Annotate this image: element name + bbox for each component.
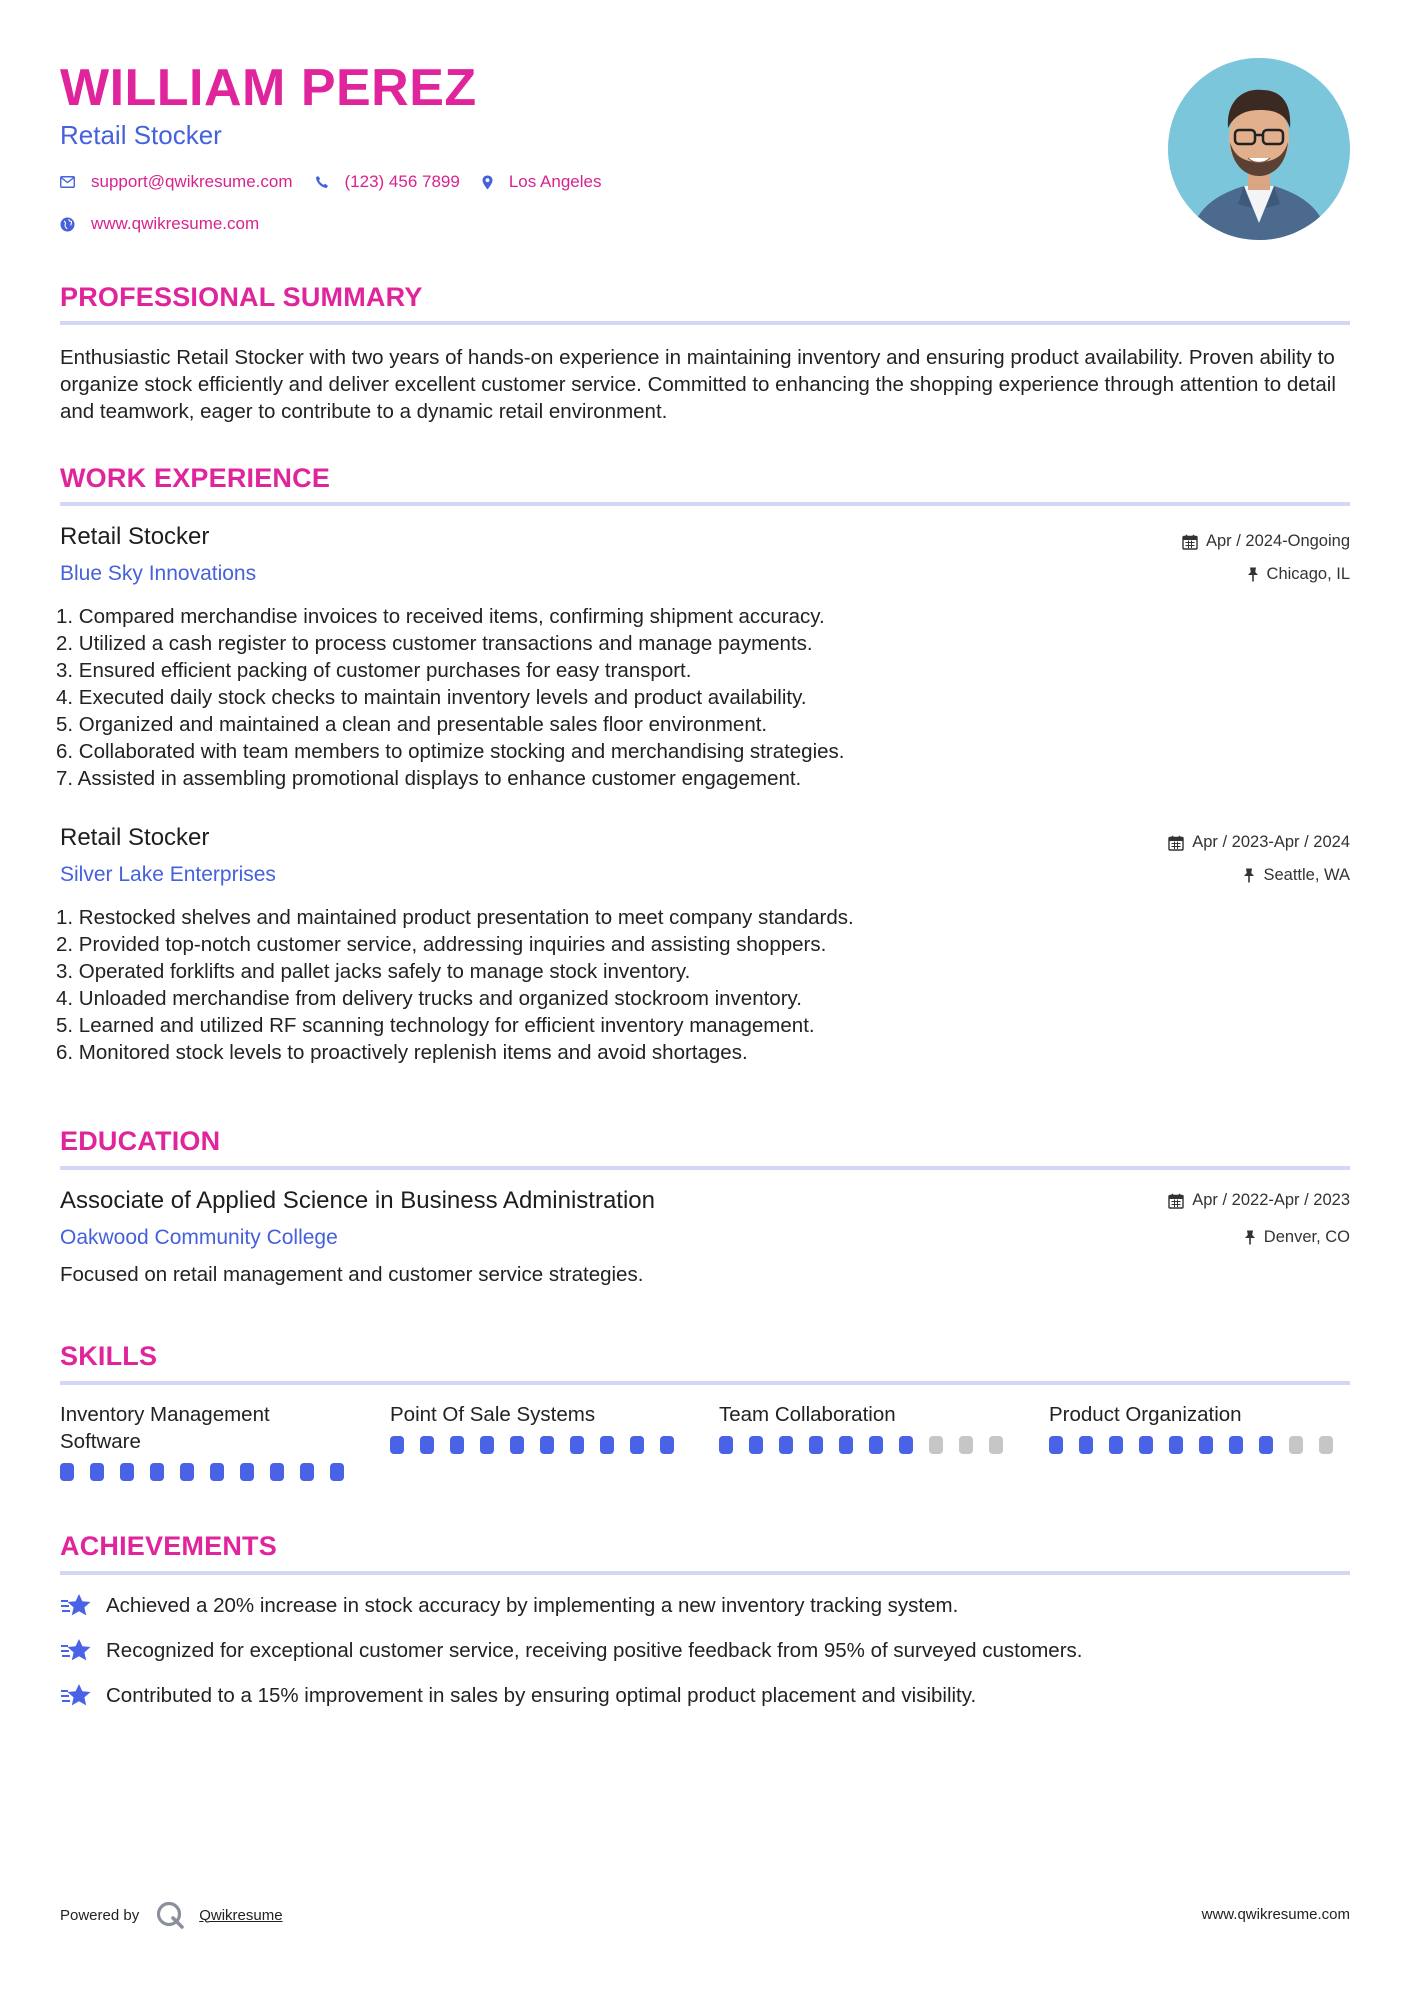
achievement-item — [60, 1683, 976, 1709]
job-company: Silver Lake Enterprises — [60, 863, 276, 886]
website-text: www.qwikresume.com — [91, 214, 260, 233]
experience-heading: WORK EXPERIENCE — [60, 463, 331, 493]
job-title: Retail Stocker — [60, 523, 210, 550]
education-degree: Associate of Applied Science in Business Administration — [60, 1187, 655, 1214]
pushpin-icon — [1244, 1230, 1256, 1245]
list-item: 5. Organized and maintained a clean and presentable sales floor environment. — [56, 713, 768, 736]
calendar-icon — [1168, 1193, 1184, 1209]
section-divider — [60, 1571, 1350, 1575]
job-dates — [1168, 833, 1350, 852]
skill-name: Point Of Sale Systems — [390, 1403, 596, 1426]
skill-dot-filled — [90, 1463, 104, 1481]
section-divider — [60, 1381, 1350, 1385]
skill-dot-filled — [270, 1463, 284, 1481]
summary-text: Enthusiastic Retail Stocker with two years of hands-on experience in maintaining inventory and ensuring product availability. Proven ability to organize stock efficiently and deliver excellent customer service. Committed to enhancing the shopping experience through attention to detail and teamwork, eager to contribute to a dynamic retail environment. — [60, 346, 1336, 423]
map-pin-icon — [482, 175, 493, 190]
skill-dot-filled — [1079, 1436, 1093, 1454]
skill-rating — [1049, 1436, 1349, 1454]
list-item: 4. Unloaded merchandise from delivery trucks and organized stockroom inventory. — [56, 987, 802, 1010]
contact-location — [482, 172, 602, 192]
skill-dot-filled — [300, 1463, 314, 1481]
phone-icon — [315, 175, 329, 189]
envelope-icon — [60, 176, 75, 188]
job-title: Retail Stocker — [60, 824, 210, 851]
skill-dot-filled — [390, 1436, 404, 1454]
contact-website[interactable] — [60, 214, 259, 234]
skill-dot-empty — [989, 1436, 1003, 1454]
skill-dot-filled — [719, 1436, 733, 1454]
summary-heading: PROFESSIONAL SUMMARY — [60, 282, 423, 312]
phone-text: (123) 456 7899 — [344, 172, 460, 191]
candidate-name: WILLIAM PEREZ — [60, 59, 477, 117]
job-location-text: Seattle, WA — [1263, 866, 1350, 884]
skill-dot-filled — [1199, 1436, 1213, 1454]
section-divider — [60, 1166, 1350, 1170]
education-dates — [1168, 1191, 1350, 1210]
skill-dot-filled — [1259, 1436, 1273, 1454]
list-item: 6. Collaborated with team members to optimize stocking and merchandising strategies. — [56, 740, 845, 763]
skill-item — [719, 1401, 1019, 1454]
list-item: 2. Utilized a cash register to process customer transactions and manage payments. — [56, 632, 813, 655]
star-badge-icon — [60, 1683, 94, 1709]
powered-by-label: Powered by — [60, 1906, 140, 1924]
skill-dot-filled — [210, 1463, 224, 1481]
skill-dot-filled — [180, 1463, 194, 1481]
calendar-icon — [1182, 534, 1198, 550]
skill-dot-filled — [120, 1463, 134, 1481]
skill-dot-filled — [150, 1463, 164, 1481]
candidate-title: Retail Stocker — [60, 120, 222, 150]
education-school: Oakwood Community College — [60, 1226, 338, 1249]
section-divider — [60, 502, 1350, 506]
skill-dot-filled — [240, 1463, 254, 1481]
achievement-text: Contributed to a 15% improvement in sales by ensuring optimal product placement and visibility. — [106, 1684, 977, 1707]
skill-dot-filled — [1139, 1436, 1153, 1454]
skill-item — [390, 1401, 690, 1454]
skill-item — [1049, 1401, 1349, 1454]
list-item: 1. Restocked shelves and maintained product presentation to meet company standards. — [56, 906, 854, 929]
star-badge-icon — [60, 1593, 94, 1619]
skill-dot-filled — [660, 1436, 674, 1454]
education-description: Focused on retail management and customer service strategies. — [60, 1263, 644, 1286]
job-bullets — [56, 603, 1156, 792]
pushpin-icon — [1247, 567, 1259, 582]
skill-rating — [60, 1463, 360, 1481]
skill-dot-filled — [809, 1436, 823, 1454]
contact-phone[interactable] — [315, 172, 460, 192]
job-company: Blue Sky Innovations — [60, 562, 257, 585]
profile-photo — [1168, 58, 1350, 240]
skill-dot-filled — [1229, 1436, 1243, 1454]
skill-dot-empty — [1319, 1436, 1333, 1454]
list-item: 5. Learned and utilized RF scanning technology for efficient inventory management. — [56, 1014, 815, 1037]
job-dates-text: Apr / 2023-Apr / 2024 — [1192, 833, 1350, 851]
job-dates-text: Apr / 2024-Ongoing — [1205, 532, 1350, 550]
contact-row — [60, 214, 281, 234]
skill-item — [60, 1401, 360, 1481]
skill-dot-empty — [959, 1436, 973, 1454]
list-item: 1. Compared merchandise invoices to received items, confirming shipment accuracy. — [56, 605, 825, 628]
list-item: 4. Executed daily stock checks to maintain inventory levels and product availability. — [56, 686, 807, 709]
skill-rating — [390, 1436, 690, 1454]
skill-dot-filled — [330, 1463, 344, 1481]
skill-dot-filled — [899, 1436, 913, 1454]
education-location-text: Denver, CO — [1263, 1228, 1350, 1246]
skill-dot-filled — [540, 1436, 554, 1454]
section-divider — [60, 321, 1350, 325]
job-location — [1243, 866, 1350, 885]
globe-icon — [60, 217, 75, 232]
skills-heading: SKILLS — [60, 1341, 158, 1371]
brand-link[interactable]: Qwikresume — [199, 1906, 283, 1924]
education-location — [1244, 1228, 1350, 1247]
skill-dot-filled — [420, 1436, 434, 1454]
skill-name: Inventory Management Software — [60, 1403, 270, 1453]
list-item: 2. Provided top-notch customer service, addressing inquiries and assisting shoppers. — [56, 933, 827, 956]
skill-dot-filled — [60, 1463, 74, 1481]
skill-dot-filled — [1169, 1436, 1183, 1454]
job-location-text: Chicago, IL — [1266, 565, 1350, 583]
skill-name: Team Collaboration — [719, 1403, 896, 1426]
list-item: 6. Monitored stock levels to proactively replenish items and avoid shortages. — [56, 1041, 748, 1064]
skill-dot-filled — [1049, 1436, 1063, 1454]
skill-dot-filled — [510, 1436, 524, 1454]
list-item: 3. Operated forklifts and pallet jacks safely to manage stock inventory. — [56, 960, 691, 983]
achievement-text: Recognized for exceptional customer service, receiving positive feedback from 95% of surveyed customers. — [106, 1639, 1083, 1662]
skill-name: Product Organization — [1049, 1403, 1242, 1426]
education-dates-text: Apr / 2022-Apr / 2023 — [1192, 1191, 1350, 1209]
email-text: support@qwikresume.com — [91, 172, 293, 191]
skill-dot-filled — [869, 1436, 883, 1454]
skill-dot-filled — [749, 1436, 763, 1454]
calendar-icon — [1168, 835, 1184, 851]
education-heading: EDUCATION — [60, 1126, 221, 1156]
footer-powered-by — [60, 1900, 283, 1930]
achievement-item — [60, 1638, 1082, 1664]
skill-dot-filled — [1109, 1436, 1123, 1454]
achievement-item — [60, 1593, 958, 1619]
skill-dot-filled — [779, 1436, 793, 1454]
footer-site-link[interactable]: www.qwikresume.com — [1201, 1906, 1350, 1923]
skill-dot-filled — [570, 1436, 584, 1454]
skill-dot-filled — [600, 1436, 614, 1454]
star-badge-icon — [60, 1638, 94, 1664]
qwikresume-logo-icon — [155, 1900, 185, 1930]
job-location — [1247, 565, 1350, 584]
skill-dot-filled — [630, 1436, 644, 1454]
pushpin-icon — [1243, 868, 1255, 883]
skill-dot-filled — [450, 1436, 464, 1454]
job-bullets — [56, 904, 1156, 1066]
contact-email[interactable] — [60, 172, 293, 192]
location-text: Los Angeles — [508, 172, 602, 191]
skill-dot-empty — [1289, 1436, 1303, 1454]
skill-rating — [719, 1436, 1019, 1454]
achievement-text: Achieved a 20% increase in stock accuracy by implementing a new inventory tracking system. — [106, 1594, 959, 1617]
job-dates — [1182, 532, 1350, 551]
list-item: 3. Ensured efficient packing of customer purchases for easy transport. — [56, 659, 692, 682]
achievements-heading: ACHIEVEMENTS — [60, 1531, 277, 1561]
skill-dot-filled — [839, 1436, 853, 1454]
list-item: 7. Assisted in assembling promotional displays to enhance customer engagement. — [56, 767, 802, 790]
skill-dot-empty — [929, 1436, 943, 1454]
skill-dot-filled — [480, 1436, 494, 1454]
contact-row — [60, 172, 623, 192]
